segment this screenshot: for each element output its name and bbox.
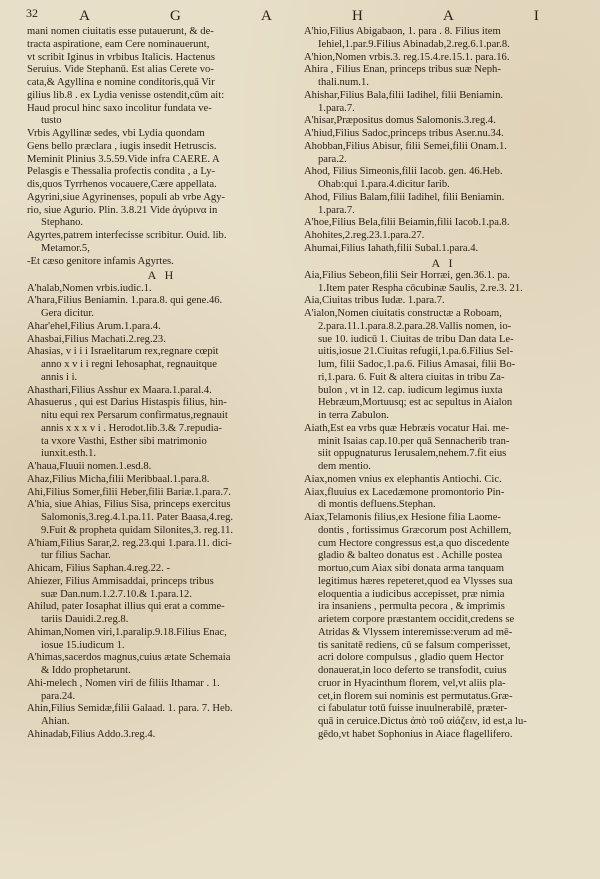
text-line: ira insaniens , permulta pecora , & imprimis xyxy=(318,601,505,613)
text-line: Aiax,nomen vnius ex elephantis Antiochi. Cic. xyxy=(304,473,502,485)
text-line: Ahin,Filius Semidæ,filii Galaad. 1. para. 7. Heb. xyxy=(27,703,233,715)
text-line: cet,in florem sui nominis est permutatus.Græ- xyxy=(318,690,513,702)
text-line: Aia,Ciuitas tribus Iudæ. 1.para.7. xyxy=(304,295,445,307)
text-line: quā in ceruice.Dictus ἀπὸ τοῦ αἰάζειν, id est,a lu- xyxy=(318,716,527,728)
text-line: Gera dicitur. xyxy=(41,308,94,320)
text-line: Metamor.5, xyxy=(41,242,90,254)
text-line: Gens bello præclara , iugis insedit Hetruscis. xyxy=(27,140,217,152)
running-head-letter: I xyxy=(533,8,541,24)
text-line: donauerat,in loco deferto se transfodit, cuius xyxy=(318,665,507,677)
text-line: A'hisar,Præpositus domus Salomonis.3.reg.4. xyxy=(304,115,496,127)
text-line: anno x v i i regni Iehosaphat, regnauitque xyxy=(41,359,217,371)
text-line: eloquentia a iudicibus accepisset, præ nimia xyxy=(318,588,505,600)
text-line: A'hia, siue Ahias, Filius Sisa, princeps exercitus xyxy=(27,499,231,511)
text-line: Ahasuerus , qui est Darius Histaspis filius, hin- xyxy=(27,397,227,409)
text-line: Iehiel,1.par.9.Filius Abinadab,2.reg.6.1.par.8. xyxy=(318,38,510,50)
text-line: Stephano. xyxy=(41,217,84,229)
text-line: Ahicam, Filius Saphan.4.reg.22. - xyxy=(27,563,170,575)
text-line: tis sanitatē rediens, cū se falsum comperisset, xyxy=(318,639,511,651)
text-line: Ahiezer, Filius Ammisaddai, princeps tribus xyxy=(27,575,214,587)
running-head xyxy=(40,8,580,25)
text-line: suæ Dan.num.1.2.7.10.& 1.para.12. xyxy=(41,588,192,600)
text-line: A'halab,Nomen vrbis.iudic.1. xyxy=(27,282,152,294)
text-line: A'hiud,Filius Sadoc,princeps tribus Aser.nu.34. xyxy=(304,128,504,139)
text-line: Ahasbai,Filius Machati.2.reg.23. xyxy=(27,333,166,345)
text-line: & Iddo prophetarunt. xyxy=(41,665,131,677)
running-head-letter: G xyxy=(170,8,183,24)
text-line: 2.para.11.1.para.8.2.para.28.Vallis nomen, io- xyxy=(318,320,512,332)
text-line: Pelasgis e Thessalia profectis condita , a Ly- xyxy=(27,166,216,178)
text-line: bulon , vt in 12. cap. iudicum legimus iuxta xyxy=(318,384,503,396)
text-line: Aiath,Est ea vrbs quæ Hebræis vocatur Hai. me- xyxy=(304,422,510,434)
text-line: iosue 15.iudicum 1. xyxy=(41,639,125,651)
text-line: di montis defluens.Stephan. xyxy=(318,499,436,511)
text-line: tariis Dauidi.2.reg.8. xyxy=(41,614,129,626)
text-line: sue 10. iudicū 1. Ciuitas de tribu Dan data Le- xyxy=(318,333,514,345)
text-line: Ahinadab,Filius Addo.3.reg.4. xyxy=(27,728,156,740)
text-line: Aia,Filius Sebeon,filii Seir Horræi, gen.36.1. pa. xyxy=(304,269,510,281)
text-line: Ahishar,Filius Bala,filii Iadihel, filii Beniamin. xyxy=(304,89,504,101)
text-line: Ahilud, pater Iosaphat illius qui erat a comme- xyxy=(27,601,225,613)
running-head-letter: H xyxy=(351,8,365,24)
text-line: gilius lib.8 . ex Lydia venisse ostendit,cūm ait: xyxy=(27,89,225,101)
text-line: A'ialon,Nomen ciuitatis constructæ a Roboam, xyxy=(304,308,502,320)
text-line: Hebræum,Mortuusq; est ac sepultus in Aialon xyxy=(318,397,513,409)
text-line: Seruius. Vide Stephanū. Est alias Cerete vo- xyxy=(27,64,214,76)
text-line: dis,quos Tyrrhenos vocauere,Cære appellata. xyxy=(27,179,217,190)
text-line: Ahobban,Filius Abisur, filii Semei,filii Onam.1. xyxy=(304,140,507,152)
text-line: vt scribit Iginus in vrbibus Italicis. Hactenus xyxy=(27,51,216,63)
text-line: thali.num.1. xyxy=(318,77,369,88)
text-line: 9.Fuit & propheta quidam Silonites,3. reg.11. xyxy=(41,524,234,536)
text-line: Atridas & Vlyssem interemisse:verum ad mē- xyxy=(318,626,513,638)
text-line: Haud procul hinc saxo incolitur fundata ve- xyxy=(27,102,212,114)
text-line: Aiax,Telamonis filius,ex Hesione filia Laome- xyxy=(304,512,501,524)
text-line: A'haua,Fluuii nomen.1.esd.8. xyxy=(27,461,152,473)
text-line: para.2. xyxy=(318,153,347,165)
text-line: lum, filii Sadoc,1.pa.6. Filius Amasai, filii Bo- xyxy=(318,359,516,371)
text-line: A'hio,Filius Abigabaon, 1. para . 8. Filius item xyxy=(304,26,501,37)
text-line: Ahian. xyxy=(41,716,70,728)
text-line: Agyrini,siue Agyrinenses, populi ab vrbe Agy- xyxy=(27,191,226,203)
section-heading: A H xyxy=(147,268,177,283)
text-line: Ahi-melech , Nomen viri de filiis Ithamar . 1. xyxy=(27,677,220,689)
text-line: uitis,iosue 21.Ciuitas refugii,1.pa.6.Filius Sel- xyxy=(318,346,514,358)
text-line: -Et cæso genitore infamis Agyrtes. xyxy=(27,255,174,267)
text-line: siit oppugnaturus Ierusalem,nehem.7.fit eius xyxy=(318,448,507,460)
text-line: para.24. xyxy=(41,690,76,702)
text-line: tusto xyxy=(41,115,62,127)
text-line: cata,& Agyllina e nomine conditoris,quā Vir xyxy=(27,77,215,88)
text-line: tracta aspiratione, eam Cere nominauerunt, xyxy=(27,38,210,50)
text-line: minit Isaias cap.10.per quā Sennacherib tran- xyxy=(318,435,510,447)
text-line: Meminit Plinius 3.5.59.Vide infra CAERE. A xyxy=(27,153,220,165)
text-line: Ohab:qui 1.para.4.dicitur Iarib. xyxy=(318,179,450,190)
text-line: in terra Zabulon. xyxy=(318,410,389,422)
text-line: Salomonis,3.reg.4.1.pa.11. Pater Baasa,4.reg. xyxy=(41,512,234,524)
text-line: cum Hectore congressus est,a quo discedente xyxy=(318,537,510,549)
text-line: A'himas,sacerdos magnus,cuius ætate Schemaia xyxy=(27,652,231,664)
text-line: Ahiman,Nomen viri,1.paralip.9.18.Filius Enac, xyxy=(27,626,227,638)
text-line: 1.para.7. xyxy=(318,204,355,216)
text-line: Ahod, Filius Balam,filii Iadihel, filii Beniamin. xyxy=(304,191,505,203)
text-line: annis x x x v i . Herodot.lib.3.& 7.repudia- xyxy=(41,422,222,434)
text-line: Ahumai,Filius Iahath,filii Subal.1.para.4. xyxy=(304,242,479,254)
text-line: A'hion,Nomen vrbis.3. reg.15.4.re.15.1. para.16. xyxy=(304,51,510,63)
text-line: tur filius Sachar. xyxy=(41,550,111,562)
text-line: Ahi,Filius Somer,filii Heber,filii Bariæ.1.para.7. xyxy=(27,486,231,498)
running-head-letter: A xyxy=(79,8,92,24)
text-line: ci fabulatur totū fuisse inuulnerabilē, præter- xyxy=(318,703,508,715)
text-line: iunxit.esth.1. xyxy=(41,448,97,460)
section-heading: A I xyxy=(431,255,456,270)
text-line: Ahasias, v i i i Israelitarum rex,regnare cœpit xyxy=(27,346,219,358)
running-head-letter: A xyxy=(261,8,274,24)
text-line: dontis , fortissimus Græcorum post Achillem, xyxy=(318,524,512,536)
text-line: legitimus hæres repeteret,quod ea Vlysses sua xyxy=(318,575,513,587)
text-line: mani nomen ciuitatis esse putauerunt, & de- xyxy=(27,26,214,37)
text-line: nitu equi rex Persarum confirmatus,regnauit xyxy=(41,410,228,422)
text-line: dem mentio. xyxy=(318,461,371,473)
running-head-letter: A xyxy=(442,8,456,24)
text-line: ta vxore Vasthi, Esther sibi matrimonio xyxy=(41,435,207,447)
text-line: ri,1.para. 6. Fuit & altera ciuitas in tribu Za- xyxy=(318,371,505,383)
text-line: Ahira , Filius Enan, princeps tribus suæ Neph- xyxy=(304,64,501,76)
left-column xyxy=(27,26,297,742)
text-line: acri dolore compulsus , gladio quem Hector xyxy=(318,652,504,664)
text-line: Ahod, Filius Simeonis,filii Iacob. gen. 46.Heb. xyxy=(304,166,503,178)
text-line: Ahasthari,Filius Asshur ex Maara.1.paral.4. xyxy=(27,384,212,396)
text-line: rio, siue Agurio. Plin. 3.8.21 Vide ἀγύρινα in xyxy=(27,204,218,216)
text-line: 1.Item pater Respha cōcubinæ Saulis, 2.re.3. 21. xyxy=(318,282,523,294)
text-line: arietem corpore præstantem occidit,credens se xyxy=(318,614,515,626)
text-line: gladio & balteo donatus est . Achille postea xyxy=(318,550,503,562)
text-line: Aiax,fluuius ex Lacedæmone promontorio Pin- xyxy=(304,486,505,498)
text-line: Vrbis Agyllinæ sedes, vbi Lydia quondam xyxy=(27,128,205,139)
text-line: A'hoe,Filius Bela,filii Beiamin,filii Iacob.1.pa.8. xyxy=(304,217,510,229)
text-line: annis i i. xyxy=(41,371,78,383)
page-number: 32 xyxy=(26,6,38,20)
text-line: A'hara,Filius Beniamin. 1.para.8. qui gene.46. xyxy=(27,295,223,307)
text-line: 1.para.7. xyxy=(318,102,355,114)
text-line: Ahohites,2.reg.23.1.para.27. xyxy=(304,230,425,241)
text-line: Ahaz,Filius Micha,filii Meribbaal.1.para.8. xyxy=(27,473,210,485)
text-line: gēdo,vt habet Sophonius in Aiace flagellifero. xyxy=(318,728,513,740)
text-line: mortuo,cum Aiax sibi donata arma tanquam xyxy=(318,563,504,575)
text-line: Ahar'ehel,Filius Arum.1.para.4. xyxy=(27,320,161,332)
text-line: Agyrtes,patrem interfecisse scribitur. Ouid. lib. xyxy=(27,230,227,241)
text-line: A'hiam,Filius Sarar,2. reg.23.qui 1.para.11. dici- xyxy=(27,537,232,549)
text-line: cruor in Hyacinthum florem, vel,vt aliis pla- xyxy=(318,677,506,689)
right-column xyxy=(304,26,583,742)
